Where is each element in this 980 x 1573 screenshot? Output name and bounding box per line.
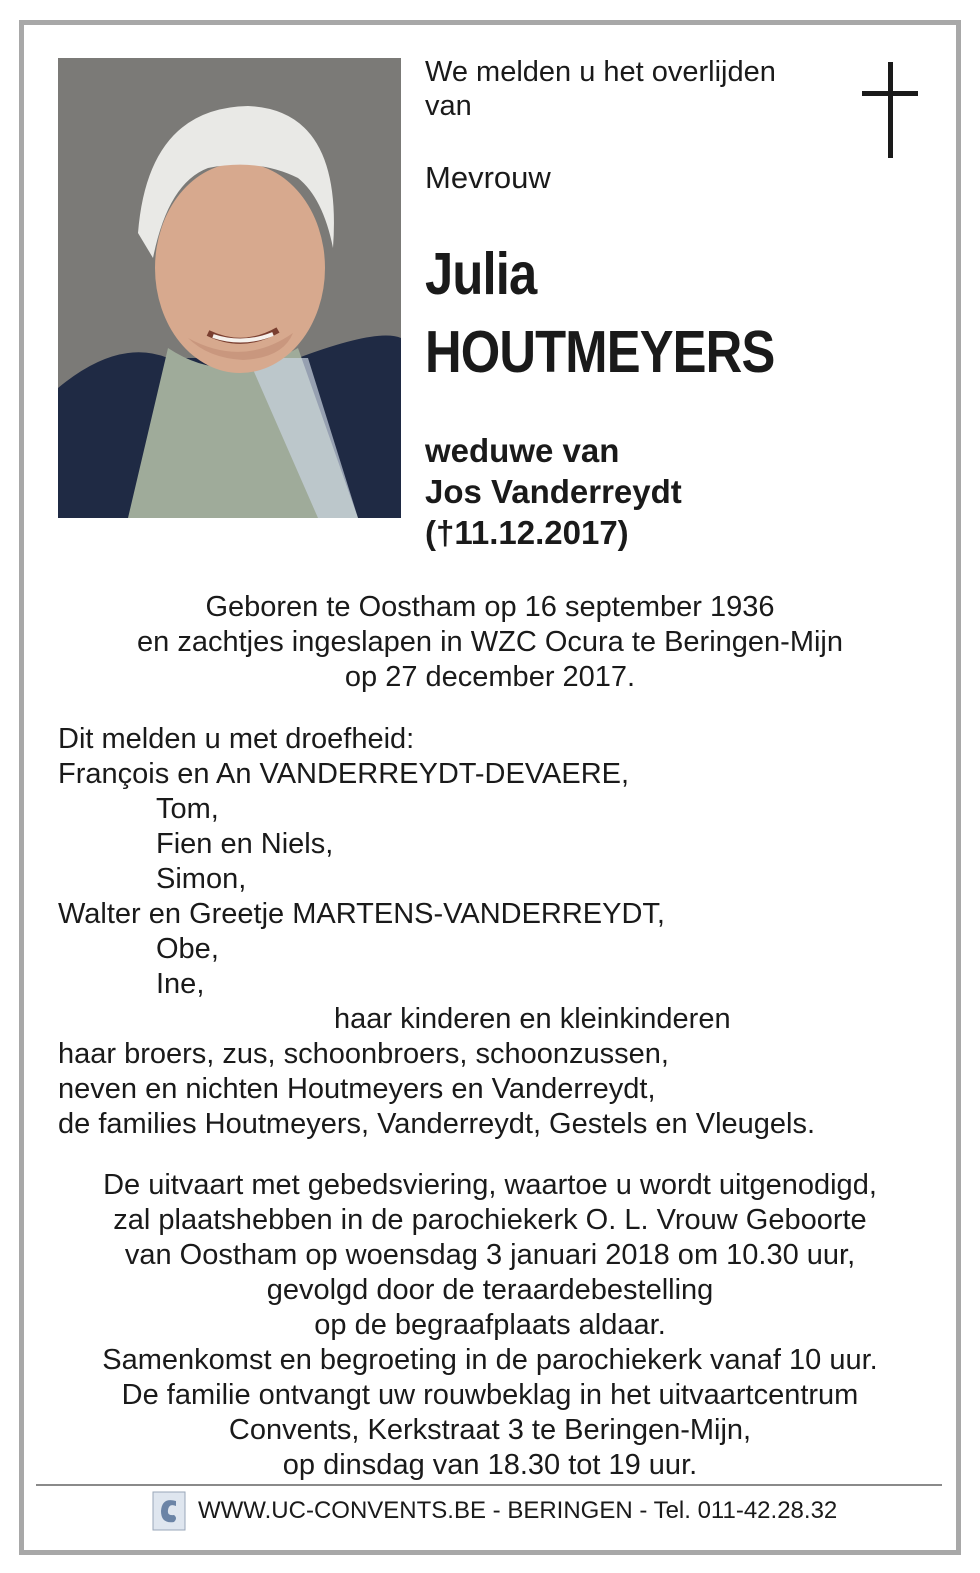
funeral-block (40, 1168, 940, 1483)
deceased-first-name: Julia (425, 241, 537, 307)
funeral-home-logo-icon (152, 1491, 186, 1531)
footer-divider (36, 1484, 942, 1486)
family-intro: Dit melden u met droefheid: (58, 723, 415, 755)
spouse-name: Jos Vanderreydt (425, 473, 682, 510)
title-prefix: Mevrouw (425, 160, 551, 195)
family-block (58, 722, 938, 1142)
funeral-line: van Oostham op woensdag 3 januari 2018 om 10.30 uur, (124, 1239, 856, 1271)
family-member: Fien en Niels, (156, 828, 334, 860)
family-member: haar broers, zus, schoonbroers, schoonzussen, (58, 1038, 669, 1070)
family-member: François en An VANDERREYDT-DEVAERE, (58, 758, 630, 790)
funeral-line: De uitvaart met gebedsviering, waartoe u wordt uitgenodigd, (103, 1169, 877, 1201)
funeral-line: op de begraafplaats aldaar. (314, 1309, 666, 1341)
footer (152, 1490, 837, 1532)
funeral-line: Samenkomst en begroeting in de parochiekerk vanaf 10 uur. (102, 1344, 878, 1376)
footer-contact: WWW.UC-CONVENTS.BE - BERINGEN - Tel. 011-42.28.32 (198, 1497, 838, 1524)
death-date-line: op 27 december 2017. (344, 661, 636, 693)
family-member: Walter en Greetje MARTENS-VANDERREYDT, (58, 898, 665, 930)
portrait-illustration (58, 58, 401, 518)
family-member: Obe, (156, 933, 219, 965)
family-member: Ine, (156, 968, 205, 1000)
spouse-line: weduwe van (425, 432, 620, 469)
family-member: neven en nichten Houtmeyers en Vanderreydt, (58, 1073, 656, 1105)
family-member: Simon, (156, 863, 247, 895)
spouse-death-date: (†11.12.2017) (425, 514, 629, 551)
death-place-line: en zachtjes ingeslapen in WZC Ocura te Beringen-Mijn (137, 626, 843, 658)
funeral-line: zal plaatshebben in de parochiekerk O. L. Vrouw Geboorte (113, 1204, 867, 1236)
family-member: Tom, (156, 793, 219, 825)
family-summary: haar kinderen en kleinkinderen (334, 1003, 731, 1035)
family-member: de families Houtmeyers, Vanderreydt, Gestels en Vleugels. (58, 1108, 816, 1140)
birth-line: Geboren te Oostham op 16 september 1936 (205, 591, 775, 623)
deceased-last-name: HOUTMEYERS (425, 319, 775, 385)
intro-text: We melden u het overlijden van (425, 56, 776, 122)
birth-death-block (40, 590, 940, 695)
funeral-line: Convents, Kerkstraat 3 te Beringen-Mijn, (228, 1414, 752, 1446)
funeral-line: De familie ontvangt uw rouwbeklag in het uitvaartcentrum (121, 1379, 859, 1411)
funeral-line: op dinsdag van 18.30 tot 19 uur. (282, 1449, 698, 1481)
spouse-block (425, 430, 682, 553)
cross-icon (862, 62, 918, 158)
funeral-line: gevolgd door de teraardebestelling (266, 1274, 714, 1306)
portrait-photo (58, 58, 401, 518)
